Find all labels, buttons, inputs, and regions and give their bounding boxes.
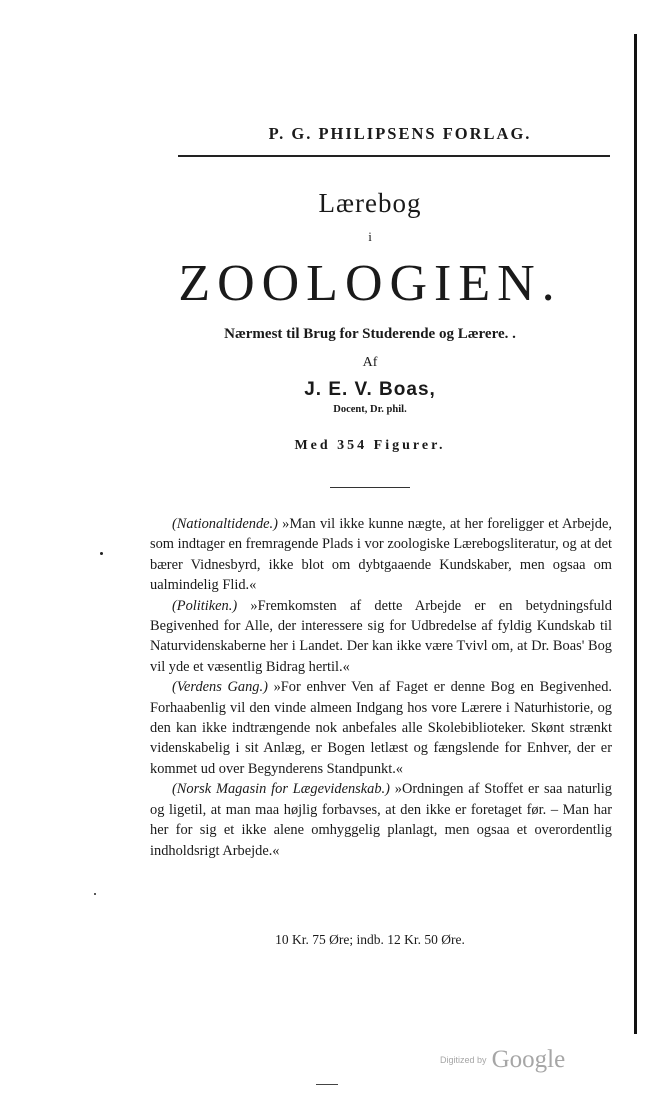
title-main: ZOOLOGIEN. <box>178 255 562 312</box>
title-lærebog: Lærebog <box>318 188 422 218</box>
subtitle: Nærmest til Brug for Studerende og Lærere. . <box>224 326 516 342</box>
footer-rule <box>316 1084 338 1085</box>
review-text: »Man vil ikke kunne nægte, at her foreligger et Arbejde, som indtager en fremragende Plads i vor zoologiske Lærebogsliteratur, og at det bærer Vidnesbyrd, ikke blot om dybtgaaende Kundskaber, men ogsaa om ualmindelig Flid.« <box>150 516 612 594</box>
section-rule <box>330 487 410 488</box>
review-source: (Verdens Gang.) <box>172 679 268 696</box>
review-norsk-magasin <box>150 779 612 861</box>
review-text: »Ordningen af Stoffet er saa naturlig og ligetil, at man maa højlig forbavses, at den ikke er foretaget før. – Man har her for sig et ikke alene omhyggelig planlagt, men ogsaa et overordentlig indholdsrigt Arbejde.« <box>150 781 612 859</box>
review-source: (Politiken.) <box>172 597 238 614</box>
reviews <box>150 514 612 861</box>
digitized-watermark <box>440 1046 580 1074</box>
watermark-prefix: Digitized by <box>440 1055 487 1065</box>
price: 10 Kr. 75 Øre; indb. 12 Kr. 50 Øre. <box>275 932 465 947</box>
review-text: »Fremkomsten af dette Arbejde er en betydningsfuld Begivenhed for Alle, der interessere sig for Udbredelse af fyldig Kundskab til Naturvidenskaberne her i Landet. Der kan ikke være Tvivl om, at Dr. Boas' Bog vil yde et væsentlig Bidrag hertil.« <box>150 597 612 675</box>
review-nationaltidende <box>150 514 612 596</box>
author-title: Docent, Dr. phil. <box>333 404 407 415</box>
review-verdens-gang <box>150 677 612 779</box>
figures-count: Med 354 Figurer. <box>294 438 446 453</box>
review-politiken <box>150 596 612 678</box>
publisher-name: P. G. PHILIPSENS FORLAG. <box>268 124 532 143</box>
review-source: (Norsk Magasin for Lægevidenskab.) <box>172 781 390 798</box>
print-speck <box>94 893 96 895</box>
review-text: »For enhver Ven af Faget er denne Bog en Begivenhed. Forhaabenlig vil den vinde almeen Indgang hos vore Lærere i Naturhistorie, og den kan ikke indtrængende nok anbefales alle Skolebiblioteker. Skønt strænkt videnskabelig i sit Anlæg, er Bogen letlæst og fængslende for Enhver, der er kommet ud over Begynderens Standpunkt.« <box>150 679 612 777</box>
byline: Af <box>362 355 378 370</box>
page-edge-line <box>634 34 637 1034</box>
title-connector: i <box>368 229 372 244</box>
author-name: J. E. V. Boas, <box>304 379 436 400</box>
print-speck <box>100 552 103 555</box>
review-source: (Nationaltidende.) <box>172 516 278 532</box>
header-rule <box>178 155 610 157</box>
google-logo-icon: Google <box>491 1046 566 1073</box>
